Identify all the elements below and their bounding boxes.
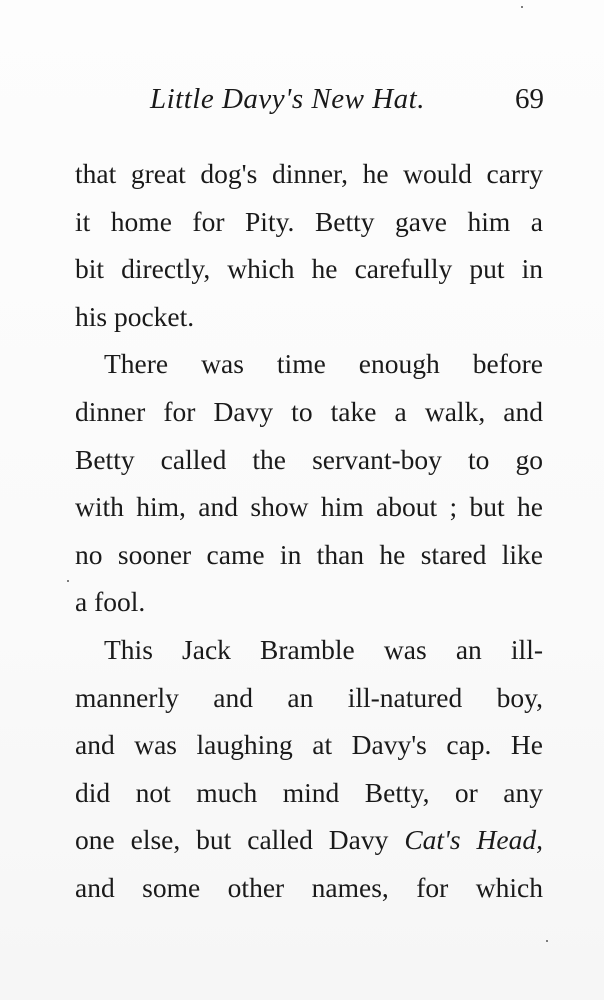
scan-speck xyxy=(521,6,523,8)
text-line: bit directly, which he carefully put in xyxy=(75,253,543,285)
paragraph-3 xyxy=(75,626,543,912)
text-line: with him, and show him about ; but he xyxy=(75,491,543,523)
text-line: and some other names, for which xyxy=(75,871,543,903)
page-number: 69 xyxy=(515,83,544,115)
scan-speck xyxy=(546,940,548,942)
text-line: that great dog's dinner, he would carry xyxy=(75,158,543,189)
paragraph-2 xyxy=(75,340,543,626)
text-line: no sooner came in than he stared like xyxy=(75,538,543,570)
page-header xyxy=(150,83,544,119)
paragraph-1 xyxy=(75,150,543,340)
text-line: his pocket. xyxy=(75,300,195,332)
text-line: This Jack Bramble was an ill- xyxy=(104,633,543,665)
text-line: mannerly and an ill-natured boy, xyxy=(75,681,543,713)
text-line: and was laughing at Davy's cap. He xyxy=(75,729,543,761)
text-line: did not much mind Betty, or any xyxy=(75,776,543,808)
text-line: it home for Pity. Betty gave him a xyxy=(75,205,543,237)
text-run: one else, but called Davy xyxy=(75,824,405,856)
text-line: Betty called the servant-boy to go xyxy=(75,443,543,475)
body-text xyxy=(75,150,543,912)
scan-speck xyxy=(67,580,69,582)
text-line-with-italic xyxy=(75,816,543,864)
text-line: a fool. xyxy=(75,586,146,618)
text-line: There was time enough before xyxy=(104,348,543,380)
text-line: dinner for Davy to take a walk, and xyxy=(75,395,543,427)
italic-phrase: Cat's Head, xyxy=(404,824,543,856)
running-title: Little Davy's New Hat. xyxy=(150,83,425,115)
